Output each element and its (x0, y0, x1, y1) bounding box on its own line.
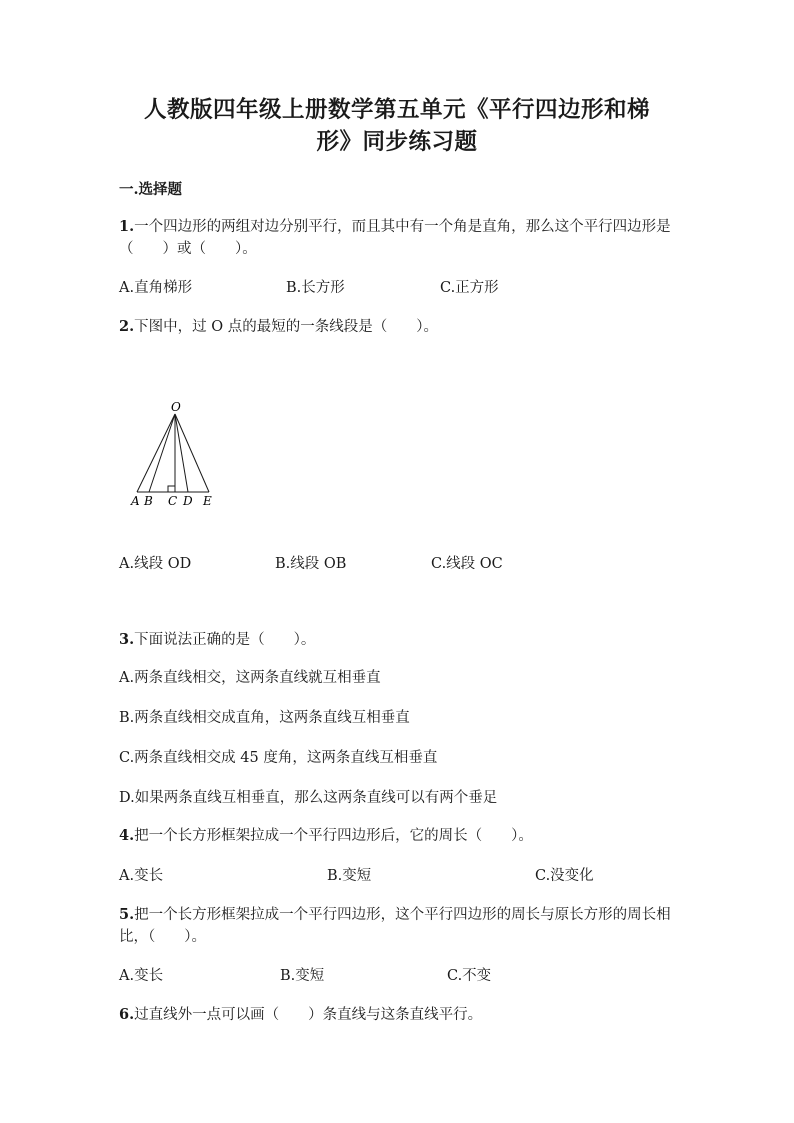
question-number: 1. (119, 218, 135, 235)
q2-option-b[interactable]: B.线段 OB (275, 556, 347, 572)
question-text: 下面说法正确的是（ ）。 (134, 632, 316, 648)
question-6 (119, 1004, 675, 1026)
segment-ob (149, 414, 175, 492)
segment-oa (137, 414, 175, 492)
right-angle-mark (168, 486, 175, 492)
q3-option-c[interactable]: C.两条直线相交成 45 度角，这两条直线互相垂直 (119, 750, 438, 766)
q2-option-c[interactable]: C.线段 OC (431, 556, 503, 572)
section-heading: 一.选择题 (119, 181, 183, 198)
question-2 (119, 316, 675, 338)
q4-option-a[interactable]: A.变长 (119, 868, 164, 884)
label-o: O (171, 400, 181, 414)
label-a: A (131, 494, 140, 508)
segment-od (175, 414, 188, 492)
title-line-2: 形》同步练习题 (316, 129, 478, 155)
label-d: D (183, 494, 193, 508)
q4-option-b[interactable]: B.变短 (327, 868, 372, 884)
question-text: 把一个长方形框架拉成一个平行四边形后，它的周长（ ）。 (134, 828, 533, 844)
question-text: 一个四边形的两组对边分别平行，而且其中有一个角是直角，那么这个平行四边形是（ ）或（ ）。 (119, 219, 671, 257)
q3-option-a[interactable]: A.两条直线相交，这两条直线就互相垂直 (119, 670, 381, 686)
label-c: C (168, 494, 178, 508)
q5-option-b[interactable]: B.变短 (280, 968, 325, 984)
label-b: B (144, 494, 153, 508)
question-text: 把一个长方形框架拉成一个平行四边形，这个平行四边形的周长与原长方形的周长相比，（ ）。 (119, 907, 671, 945)
question-number: 2. (119, 318, 135, 335)
q3-option-b[interactable]: B.两条直线相交成直角，这两条直线互相垂直 (119, 710, 410, 726)
q3-option-d[interactable]: D.如果两条直线互相垂直，那么这两条直线可以有两个垂足 (119, 790, 498, 806)
q1-option-a[interactable]: A.直角梯形 (119, 280, 193, 296)
page-title (110, 94, 684, 158)
title-line-1: 人教版四年级上册数学第五单元《平行四边形和梯 (143, 97, 650, 123)
label-e: E (203, 494, 212, 508)
question-4 (119, 825, 675, 847)
question-number: 4. (119, 827, 135, 844)
question-number: 3. (119, 631, 135, 648)
question-number: 5. (119, 906, 135, 923)
triangle-figure (125, 398, 225, 514)
segment-oe (175, 414, 209, 492)
q5-option-a[interactable]: A.变长 (119, 968, 164, 984)
question-text: 下图中，过 O 点的最短的一条线段是（ ）。 (134, 319, 438, 335)
question-text: 过直线外一点可以画（ ）条直线与这条直线平行。 (134, 1007, 483, 1023)
question-5 (119, 904, 675, 948)
q5-option-c[interactable]: C.不变 (447, 968, 492, 984)
question-3 (119, 629, 675, 651)
question-number: 6. (119, 1006, 135, 1023)
question-1 (119, 216, 675, 260)
q2-option-a[interactable]: A.线段 OD (119, 556, 192, 572)
q1-option-c[interactable]: C.正方形 (440, 280, 499, 296)
q1-option-b[interactable]: B.长方形 (286, 280, 345, 296)
q4-option-c[interactable]: C.没变化 (535, 868, 594, 884)
